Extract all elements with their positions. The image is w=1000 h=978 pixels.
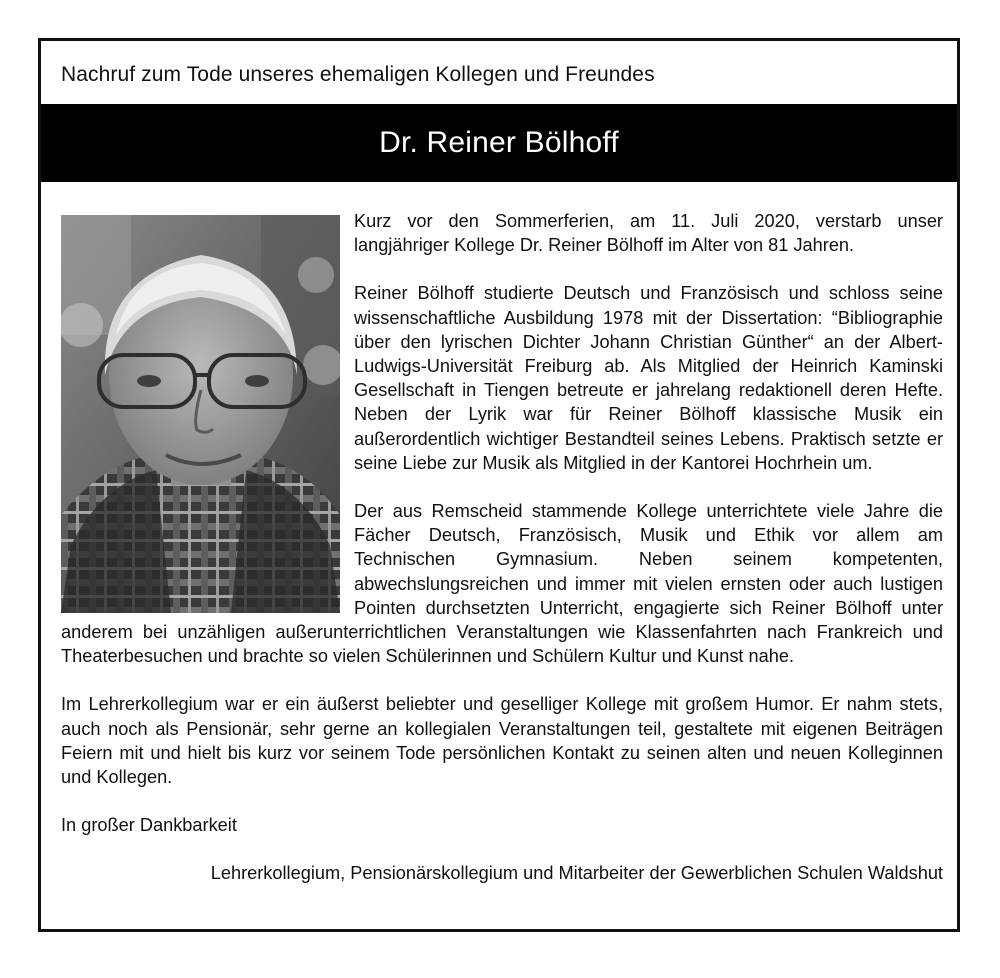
signature-line: Lehrerkollegium, Pensionärskollegium und Mitarbeiter der Gewerblichen Schulen Waldshut [210,863,943,884]
closing-line: In großer Dankbarkeit [61,815,237,836]
obituary-frame [38,38,960,932]
deceased-name: Dr. Reiner Bölhoff [379,126,619,159]
paragraph-teaching: Der aus Remscheid stammende Kollege unterrichtete viele Jahre die Fächer Deutsch, Französisch, Musik und Ethik vor allem am Technischen Gymnasium. Neben seinem kompetenten, abwechslungsreichen und immer mit vielen ernsten oder auch lustigen Pointen durchsetzten Unterricht, engagierte sich Reiner Bölhoff unter anderem bei unzähligen außerunterrichtlichen Veranstaltungen wie Klassenfahrten nach Frankreich und Theaterbesuchen und brachte so vielen Schülerinnen und Schülern Kultur und Kunst nahe. [61,501,943,667]
paragraph-colleague: Im Lehrerkollegium war er ein äußerst beliebter und geselliger Kollege mit großem Humor. Er nahm stets, auch noch als Pensionär, sehr gerne an kollegialen Veranstaltungen teil, gestaltete mit eigenen Beiträgen Feiern mit und hielt bis kurz vor seinem Tode persönlichen Kontakt zu seinen alten und neuen Kolleginnen und Kollegen. [61,694,943,788]
obituary-body [61,209,943,886]
obituary-header: Nachruf zum Tode unseres ehemaligen Kollegen und Freundes [61,63,655,86]
paragraph-studies: Reiner Bölhoff studierte Deutsch und Französisch und schloss seine wissenschaftliche Ausbildung 1978 mit der Dissertation: “Bibliographie über den lyrischen Dichter Johann Christian Günther“ an der Albert-Ludwigs-Universität Freiburg ab. Als Mitglied der Heinrich Kaminski Gesellschaft in Tiengen betreute er jahrelang redaktionell deren Hefte. Neben der Lyrik war für Reiner Bölhoff klassische Musik ein außerordentlich wichtiger Bestandteil seines Lebens. Praktisch setzte er seine Liebe zur Musik als Mitglied in der Kantorei Hochrhein um. [354,283,943,473]
portrait-photo [61,215,340,613]
paragraph-intro: Kurz vor den Sommerferien, am 11. Juli 2020, verstarb unser langjähriger Kollege Dr. Reiner Bölhoff im Alter von 81 Jahren. [354,211,943,256]
name-banner [41,104,957,182]
